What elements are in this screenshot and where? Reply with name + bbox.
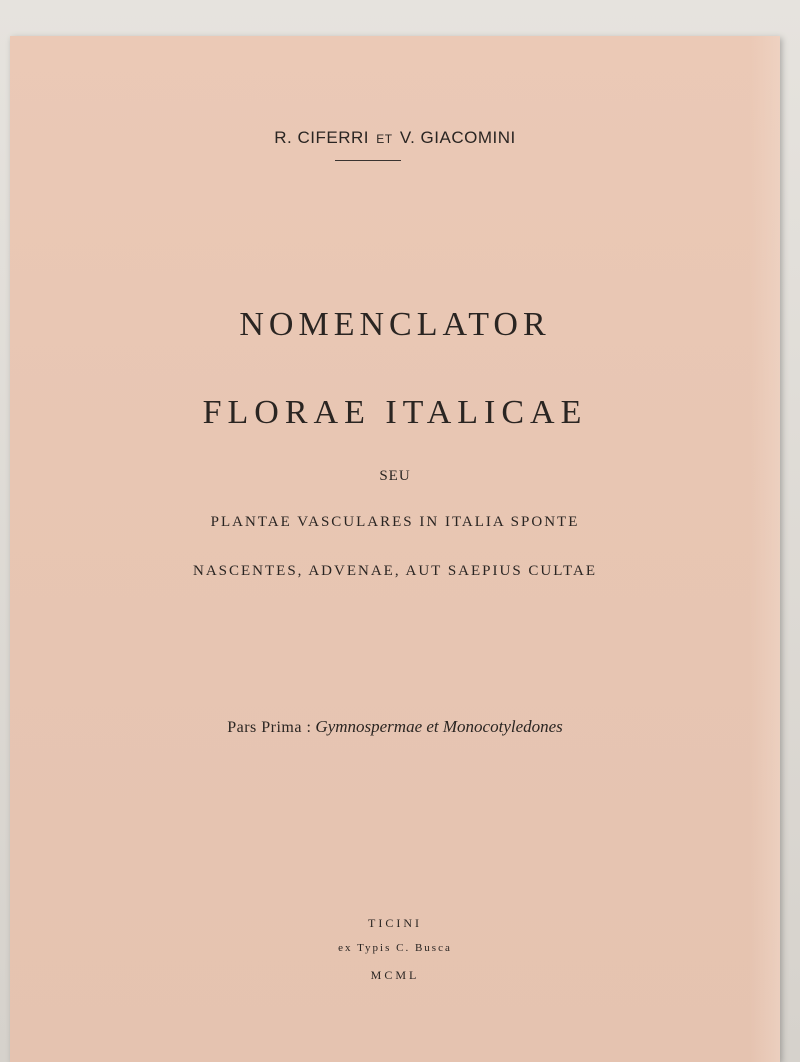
author-first: R. CIFERRI: [274, 128, 369, 147]
author-divider-rule: [335, 160, 401, 161]
subtitle-line-1: PLANTAE VASCULARES IN ITALIA SPONTE: [210, 514, 580, 530]
part-line: [10, 717, 780, 737]
imprint-year: MCML: [370, 968, 420, 982]
subtitle-line-2: NASCENTES, ADVENAE, AUT SAEPIUS CULTAE: [193, 563, 597, 579]
title-line-2: FLORAE ITALICAE: [202, 394, 588, 431]
author-conjunction: ET: [376, 132, 393, 146]
imprint-place: TICINI: [368, 916, 422, 930]
author-second: V. GIACOMINI: [399, 128, 516, 147]
book-cover: [10, 36, 780, 1062]
part-label: Pars Prima :: [227, 719, 312, 736]
part-description: Gymnospermae et Monocotyledones: [315, 717, 563, 736]
title-line-1: NOMENCLATOR: [239, 306, 551, 343]
seu-connector: SEU: [379, 468, 411, 484]
imprint-printer: ex Typis C. Busca: [338, 942, 452, 954]
authors-line: [10, 128, 780, 148]
